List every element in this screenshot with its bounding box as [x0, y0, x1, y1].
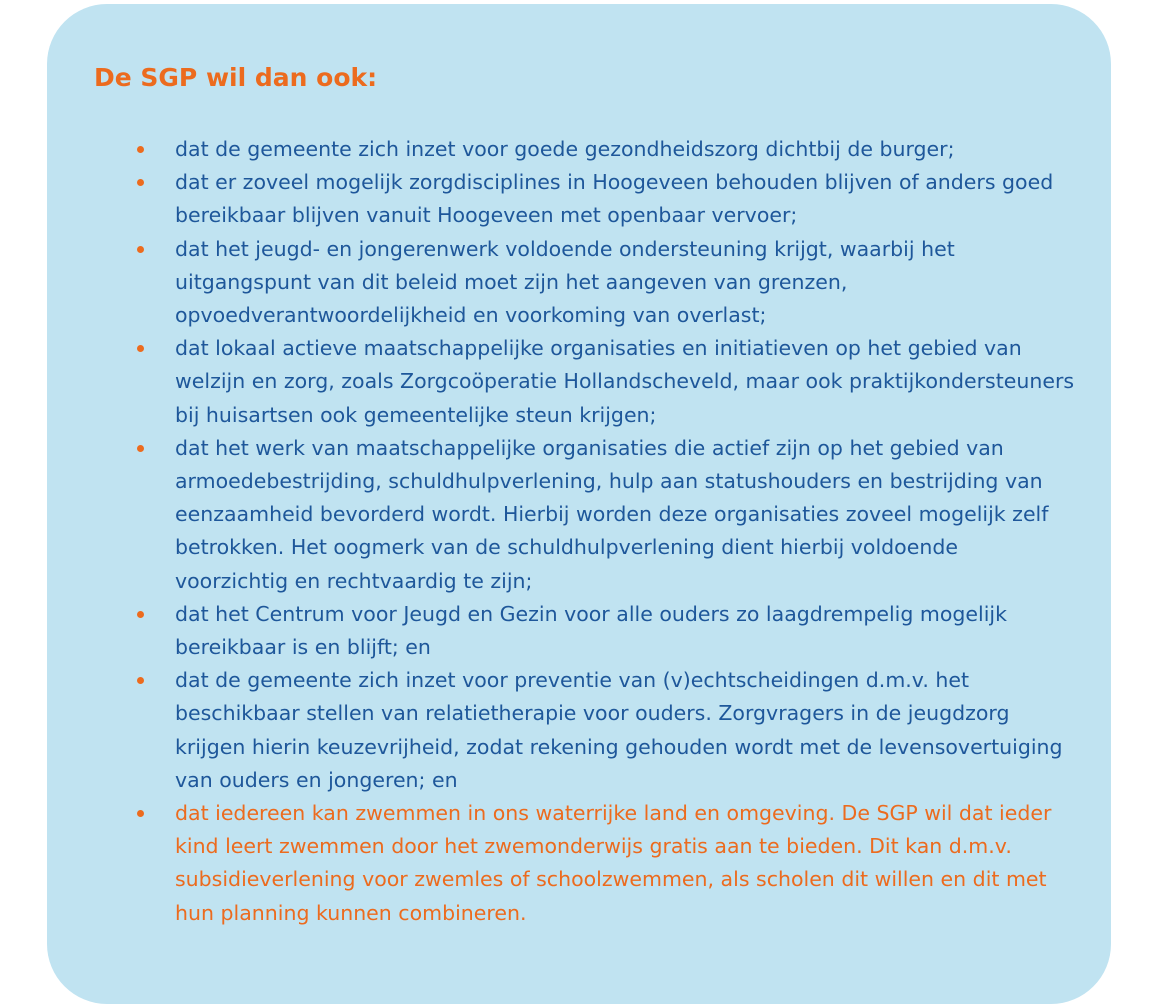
list-item — [175, 432, 1075, 598]
list-item-text: dat het werk van maatschappelijke organisaties die actief zijn op het gebied van armoedebestrijding, schuldhulpverlening, hulp aan statushouders en bestrijding van eenzaamheid bevorderd wordt. Hierbij worden deze organisaties zoveel mogelijk zelf betrokken. Het oogmerk van de schuldhulpverlening dient hierbij voldoende voorzichtig en rechtvaardig te zijn; — [175, 435, 1049, 593]
list-item — [175, 133, 1075, 166]
bullet-dot — [137, 246, 144, 253]
list-item — [175, 664, 1075, 797]
bullet-dot — [137, 345, 144, 352]
list-item-highlighted — [175, 797, 1075, 930]
list-item — [175, 233, 1075, 333]
list-item-text: dat het jeugd- en jongerenwerk voldoende ondersteuning krijgt, waarbij het uitgangspunt van dit beleid moet zijn het aangeven van grenzen, opvoedverantwoordelijkheid en voorkoming van overlast; — [175, 236, 955, 328]
bullet-dot — [137, 146, 144, 153]
card-heading: De SGP wil dan ook: — [94, 63, 378, 92]
list-item-text: dat het Centrum voor Jeugd en Gezin voor alle ouders zo laagdrempelig mogelijk bereikbaar is en blijft; en — [175, 601, 1007, 660]
list-item — [175, 598, 1075, 664]
bullet-list — [175, 133, 1075, 930]
info-card — [47, 4, 1111, 1004]
list-item-text: dat iedereen kan zwemmen in ons waterrijke land en omgeving. De SGP wil dat ieder kind leert zwemmen door het zwemonderwijs gratis aan te bieden. Dit kan d.m.v. subsidieverlening voor zwemles of schoolzwemmen, als scholen dit willen en dit met hun planning kunnen combineren. — [175, 801, 1052, 925]
list-item-text: dat lokaal actieve maatschappelijke organisaties en initiatieven op het gebied van welzijn en zorg, zoals Zorgcoöperatie Hollandscheveld, maar ook praktijkondersteuners bij huisartsen ook gemeentelijke steun krijgen; — [175, 336, 1075, 427]
list-item-text: dat de gemeente zich inzet voor goede gezondheidszorg dichtbij de burger; — [175, 137, 955, 161]
list-item — [175, 166, 1075, 232]
list-item-text: dat de gemeente zich inzet voor preventie van (v)echtscheidingen d.m.v. het beschikbaar stellen van relatietherapie voor ouders. Zorgvragers in de jeugdzorg krijgen hierin keuzevrijheid, zodat rekening gehouden wordt met de levensovertuiging van ouders en jongeren; en — [175, 668, 1063, 792]
bullet-dot — [137, 810, 144, 817]
list-item — [175, 332, 1075, 432]
bullet-dot — [137, 179, 144, 186]
bullet-dot — [137, 677, 144, 684]
bullet-dot — [137, 611, 144, 618]
bullet-dot — [137, 445, 144, 452]
list-item-text: dat er zoveel mogelijk zorgdisciplines in Hoogeveen behouden blijven of anders goed bereikbaar blijven vanuit Hoogeveen met openbaar vervoer; — [175, 170, 1054, 228]
